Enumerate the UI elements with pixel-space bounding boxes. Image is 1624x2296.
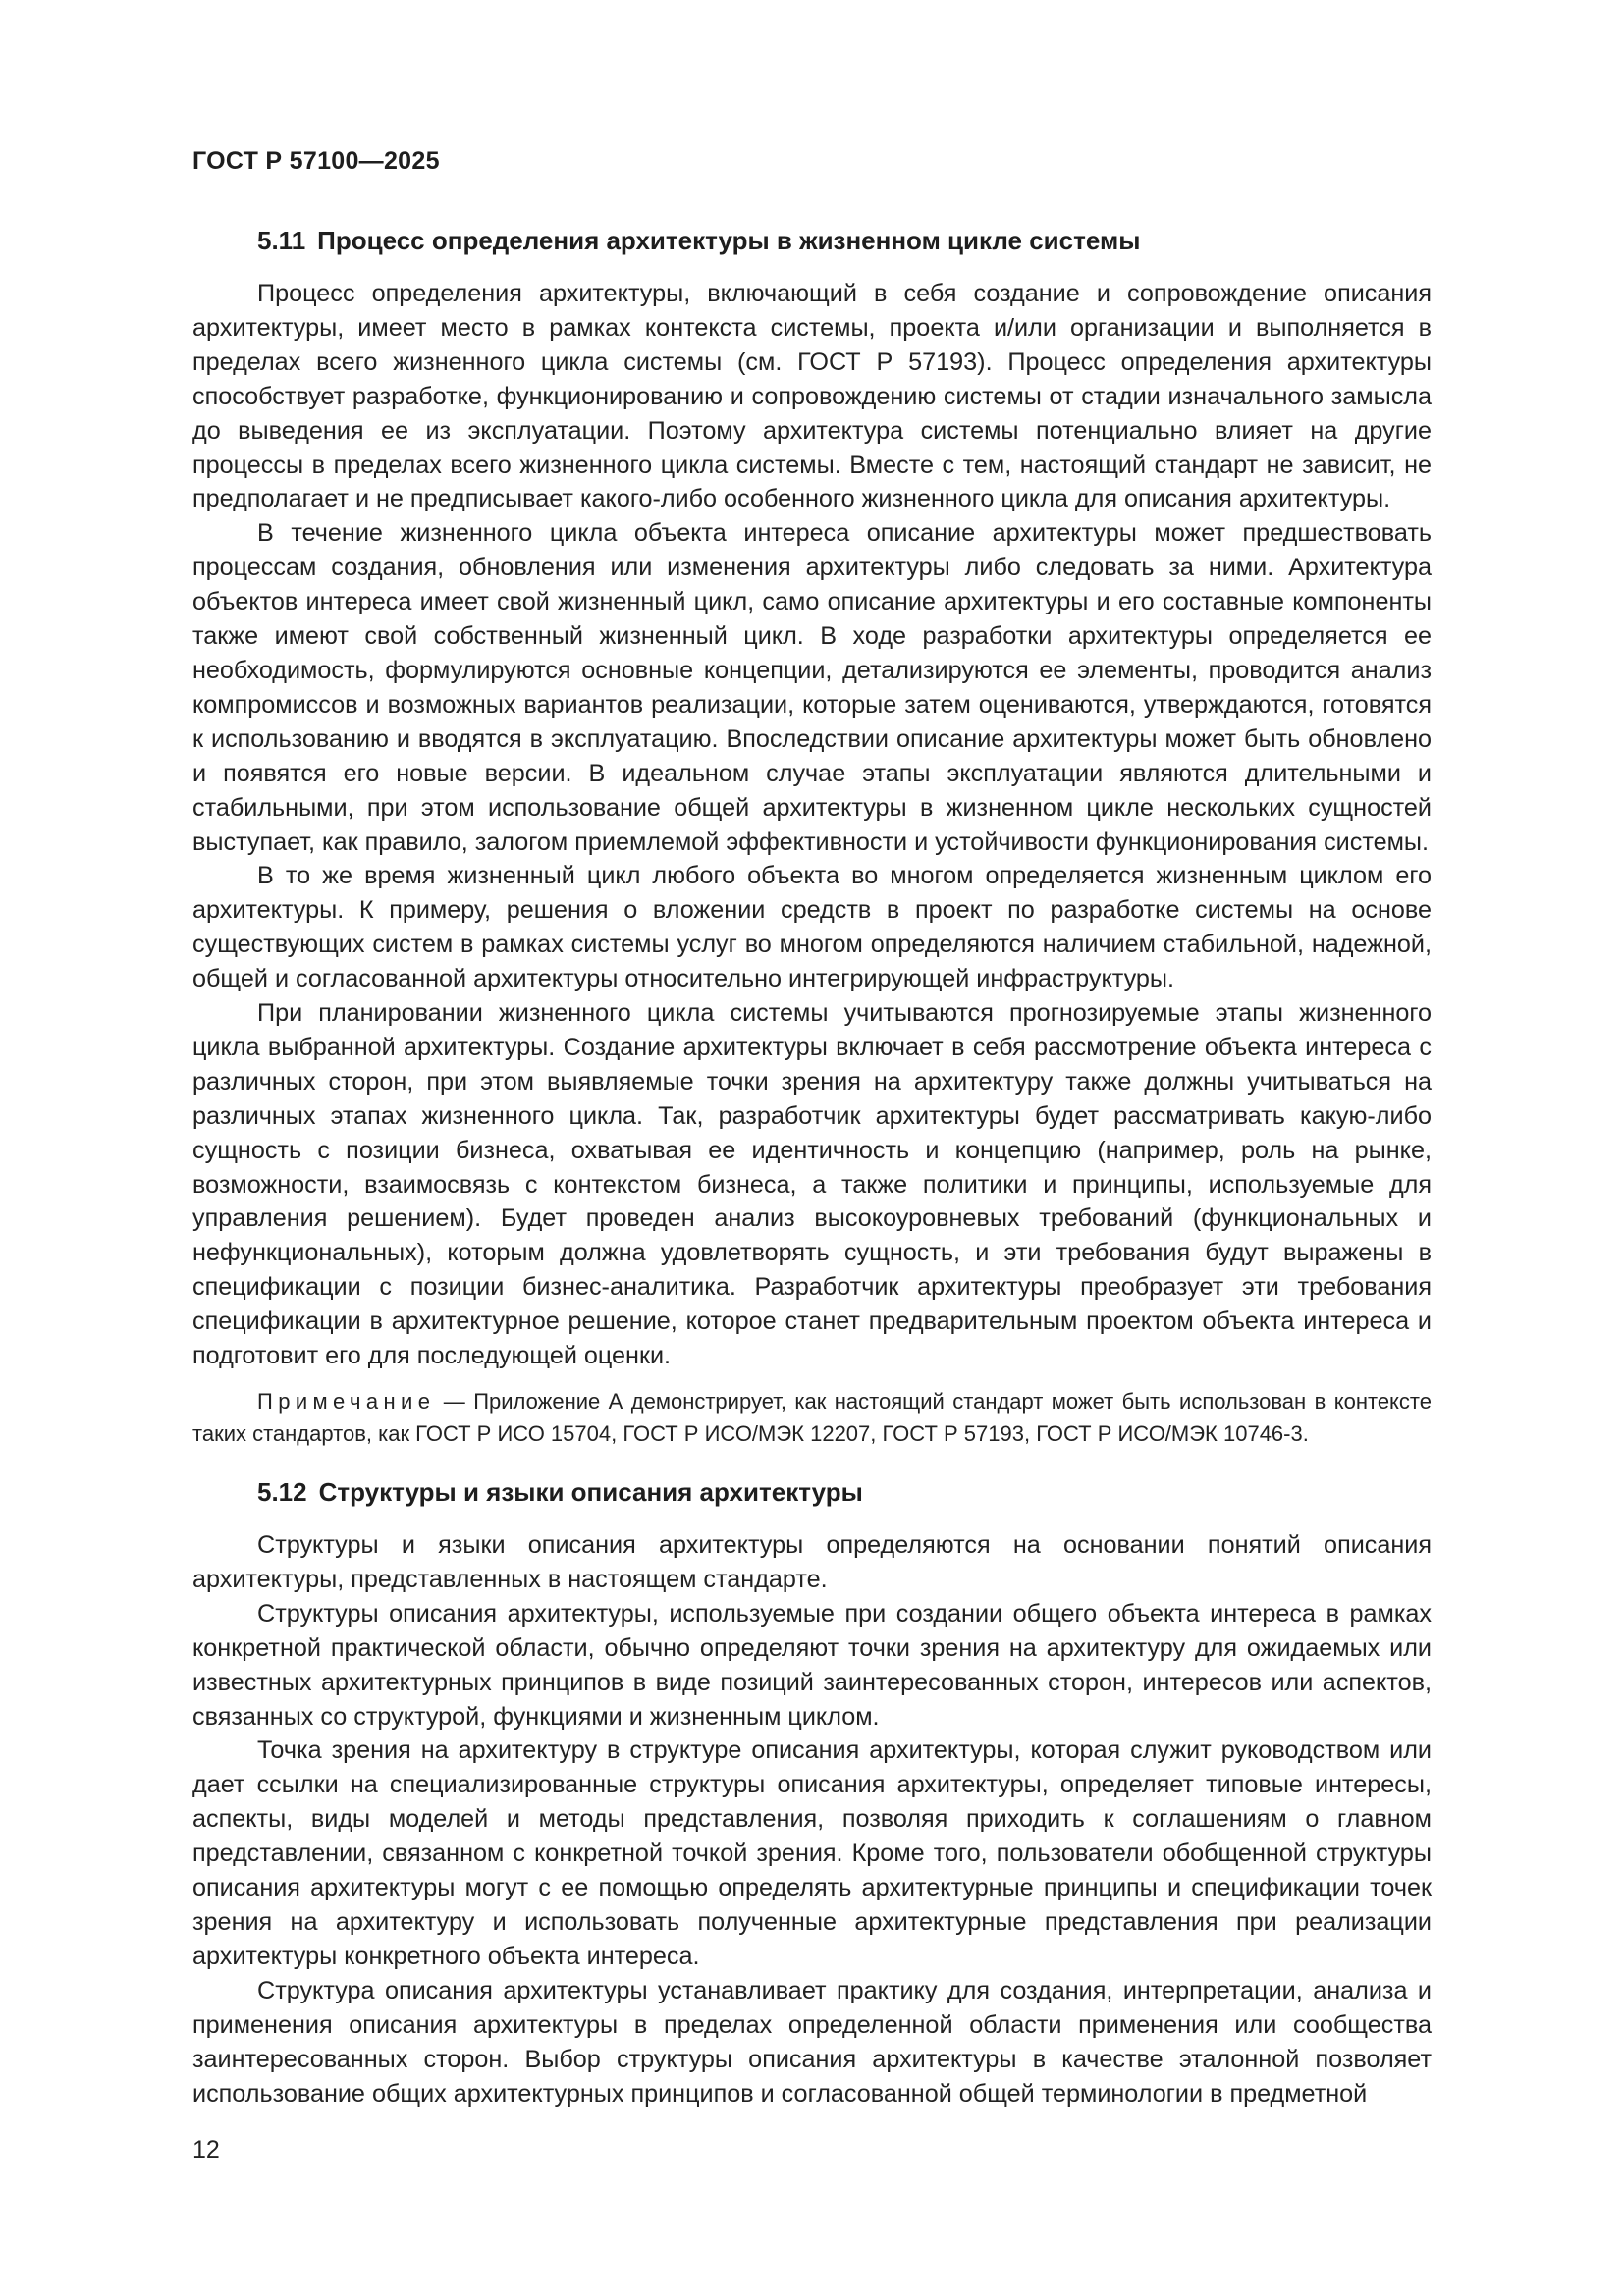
paragraph: Структуры и языки описания архитектуры определяются на основании понятий описания архитектуры, представленных в настоящем стандарте. <box>192 1531 1432 1593</box>
section-number: 5.11 <box>257 226 306 255</box>
paragraph: Процесс определения архитектуры, включающий в себя создание и сопровождение описания архитектуры, имеет место в рамках контекста системы, проекта и/или организации и выполняется в пределах всего жизненного цикла системы (см. ГОСТ Р 57193). Процесс определения архитектуры способствует разработке, функционированию и сопровождению системы от стадии изначального замысла до выведения ее из эксплуатации. Поэтому архитектура системы потенциально влияет на другие процессы в пределах всего жизненного цикла системы. Вместе с тем, настоящий стандарт не зависит, не предполагает и не предписывает какого-либо особенного жизненного цикла для описания архитектуры. <box>192 280 1432 513</box>
paragraph: При планировании жизненного цикла системы учитываются прогнозируемые этапы жизненного цикла выбранной архитектуры. Создание архитектуры включает в себя рассмотрение объекта интереса с различных сторон, при этом выявляемые точки зрения на архитектуру также должны учитываться на различных этапах жизненного цикла. Так, разработчик архитектуры будет рассматривать какую-либо сущность с позиции бизнеса, охватывая ее идентичность и концепцию (например, роль на рынке, возможности, взаимосвязь с контекстом бизнеса, а также политики и принципы, используемые для управления решением). Будет проведен анализ высокоуровневых требований (функциональных и нефункциональных), которым должна удовлетворять сущность, и эти требования будут выражены в спецификации с позиции бизнес-аналитика. Разработчик архитектуры преобразует эти требования спецификации в архитектурное решение, которое станет предварительным проектом объекта интереса и подготовит его для последующей оценки. <box>192 999 1432 1370</box>
section-number: 5.12 <box>257 1477 307 1507</box>
paragraph: Точка зрения на архитектуру в структуре описания архитектуры, которая служит руководством или дает ссылки на специализированные структуры описания архитектуры, определяет типовые интересы, аспекты, виды моделей и методы представления, позволяя приходить к соглашениям о главном представлении, связанном с конкретной точкой зрения. Кроме того, пользователи обобщенной структуры описания архитектуры могут с ее помощью определять архитектурные принципы и спецификации точек зрения на архитектуру и использовать полученные архитектурные представления при реализации архитектуры конкретного объекта интереса. <box>192 1736 1432 1970</box>
note <box>192 1385 1432 1450</box>
section-heading <box>192 224 1432 257</box>
paragraph: Структуры описания архитектуры, используемые при создании общего объекта интереса в рамках конкретной практической области, обычно определяют точки зрения на архитектуру для ожидаемых или известных архитектурных принципов в виде позиций заинтересованных сторон, интересов или аспектов, связанных со структурой, функциями и жизненным циклом. <box>192 1599 1432 1731</box>
section-title: Процесс определения архитектуры в жизненном цикле системы <box>317 226 1141 255</box>
document-header: ГОСТ Р 57100—2025 <box>192 147 440 175</box>
section-heading <box>192 1475 1432 1509</box>
note-text: — Приложение А демонстрирует, как настоящий стандарт может быть использован в контексте таких стандартов, как ГОСТ Р ИСО 15704, ГОСТ Р ИСО/МЭК 12207, ГОСТ Р 57193, ГОСТ Р ИСО/МЭК 10746-3. <box>192 1389 1432 1446</box>
page-number: 12 <box>192 2136 220 2163</box>
paragraph: Структура описания архитектуры устанавливает практику для создания, интерпретации, анализа и применения описания архитектуры в пределах определенной области применения или сообщества заинтересованных сторон. Выбор структуры описания архитектуры в качестве эталонной позволяет использование общих архитектурных принципов и согласованной общей терминологии в предметной <box>192 1976 1432 2108</box>
page-content <box>192 224 1432 2110</box>
note-label: Примечание <box>257 1389 436 1414</box>
paragraph: В то же время жизненный цикл любого объекта во многом определяется жизненным циклом его архитектуры. К примеру, решения о вложении средств в проект по разработке системы на основе существующих систем в рамках системы услуг во многом определяются наличием стабильной, надежной, общей и согласованной архитектуры относительно интегрирующей инфраструктуры. <box>192 862 1432 993</box>
section-title: Структуры и языки описания архитектуры <box>318 1477 863 1507</box>
paragraph: В течение жизненного цикла объекта интереса описание архитектуры может предшествовать процессам создания, обновления или изменения архитектуры либо следовать за ними. Архитектура объектов интереса имеет свой жизненный цикл, само описание архитектуры и его составные компоненты также имеют свой собственный жизненный цикл. В ходе разработки архитектуры определяется ее необходимость, формулируются основные концепции, детализируются ее элементы, проводится анализ компромиссов и возможных вариантов реализации, которые затем оцениваются, утверждаются, готовятся к использованию и вводятся в эксплуатацию. Впоследствии описание архитектуры может быть обновлено и появятся его новые версии. В идеальном случае этапы эксплуатации являются длительными и стабильными, при этом использование общей архитектуры в жизненном цикле нескольких сущностей выступает, как правило, залогом приемлемой эффективности и устойчивости функционирования системы. <box>192 519 1432 856</box>
